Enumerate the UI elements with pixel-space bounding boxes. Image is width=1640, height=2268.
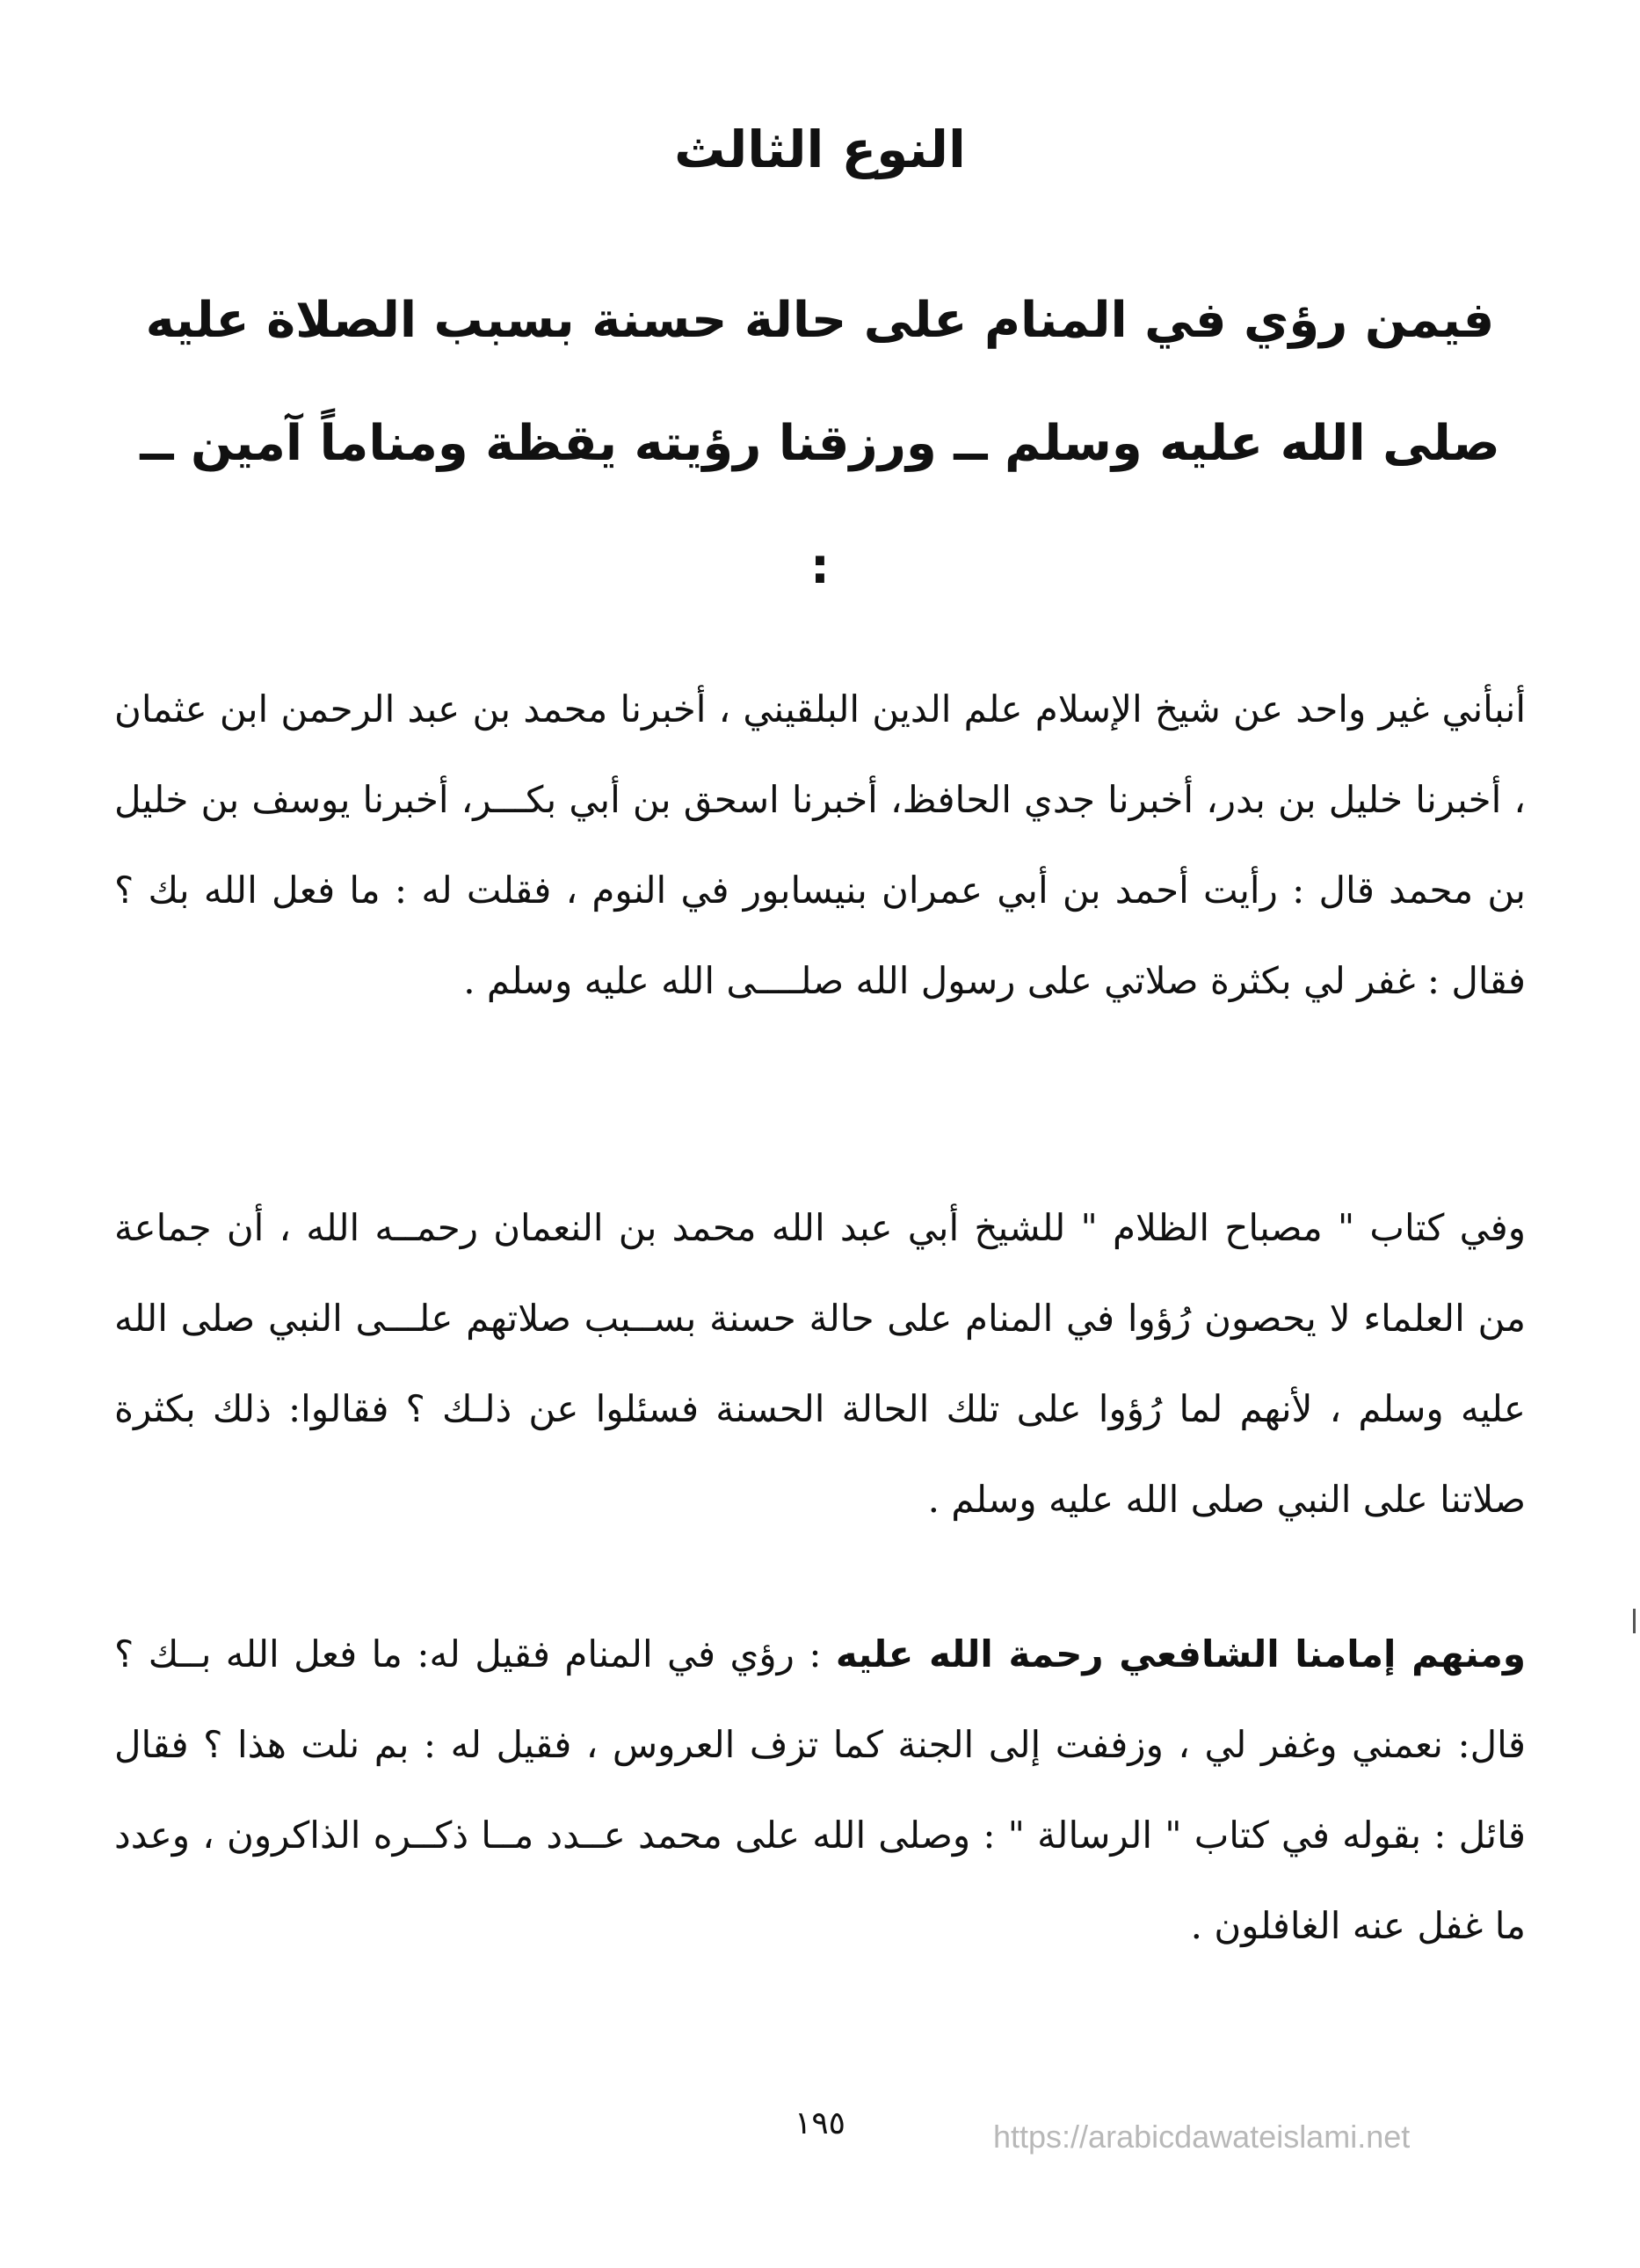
scan-artifact <box>1633 1609 1636 1633</box>
paragraph-3 <box>114 1609 1526 1971</box>
paragraph-3-bold-lead: ومنهم إمامنا الشافعي رحمة الله عليه <box>835 1632 1526 1676</box>
paragraph-2: وفي كتاب " مصباح الظلام " للشيخ أبي عبد الله محمد بن النعمان رحمــه الله ، أن جماعة من العلماء لا يحصون رُؤوا في المنام على حالة حسنة بســبب صلاتهم علـــى النبي صلى الله عليه وسلم ، لأنهم لما رُؤوا على تلك الحالة الحسنة فسئلوا عن ذلـك ؟ فقالوا: ذلك بكثرة صلاتنا على النبي صلى الله عليه وسلم . <box>114 1206 1526 1521</box>
chapter-heading: فيمن رؤي في المنام على حالة حسنة بسبب الصلاة عليه صلى الله عليه وسلم ــ ورزقنا رؤيته يقظة ومناماً آمين ــ : <box>140 292 1500 595</box>
watermark-url: https://arabicdawateislami.net <box>993 2119 1411 2155</box>
paragraph-3-text: : رؤي في المنام فقيل له: ما فعل الله بــك ؟ قال: نعمني وغفر لي ، وزففت إلى الجنة كما تزف العروس ، فقيل له : بم نلت هذا ؟ فقال قائل : بقوله في كتاب " الرسالة " : وصلى الله على محمد عــدد مــا ذكــره الذاكرون ، وعدد ما غفل عنه الغافلون . <box>114 1632 1526 1947</box>
paragraph-1: أنبأني غير واحد عن شيخ الإسلام علم الدين البلقيني ، أخبرنا محمد بن عبد الرحمن ابن عثمان ، أخبرنا خليل بن بدر، أخبرنا جدي الحافظ، أخبرنا اسحق بن أبي بكـــر، أخبرنا يوسف بن خليل بن محمد قال : رأيت أحمد بن أبي عمران بنيسابور في النوم ، فقلت له : ما فعل الله بك ؟ فقال : غفر لي بكثرة صلاتي على رسول الله صلــــى الله عليه وسلم . <box>114 687 1526 1002</box>
chapter-title: النوع الثالث <box>674 120 966 179</box>
page-number: ١٩٥ <box>794 2105 845 2141</box>
